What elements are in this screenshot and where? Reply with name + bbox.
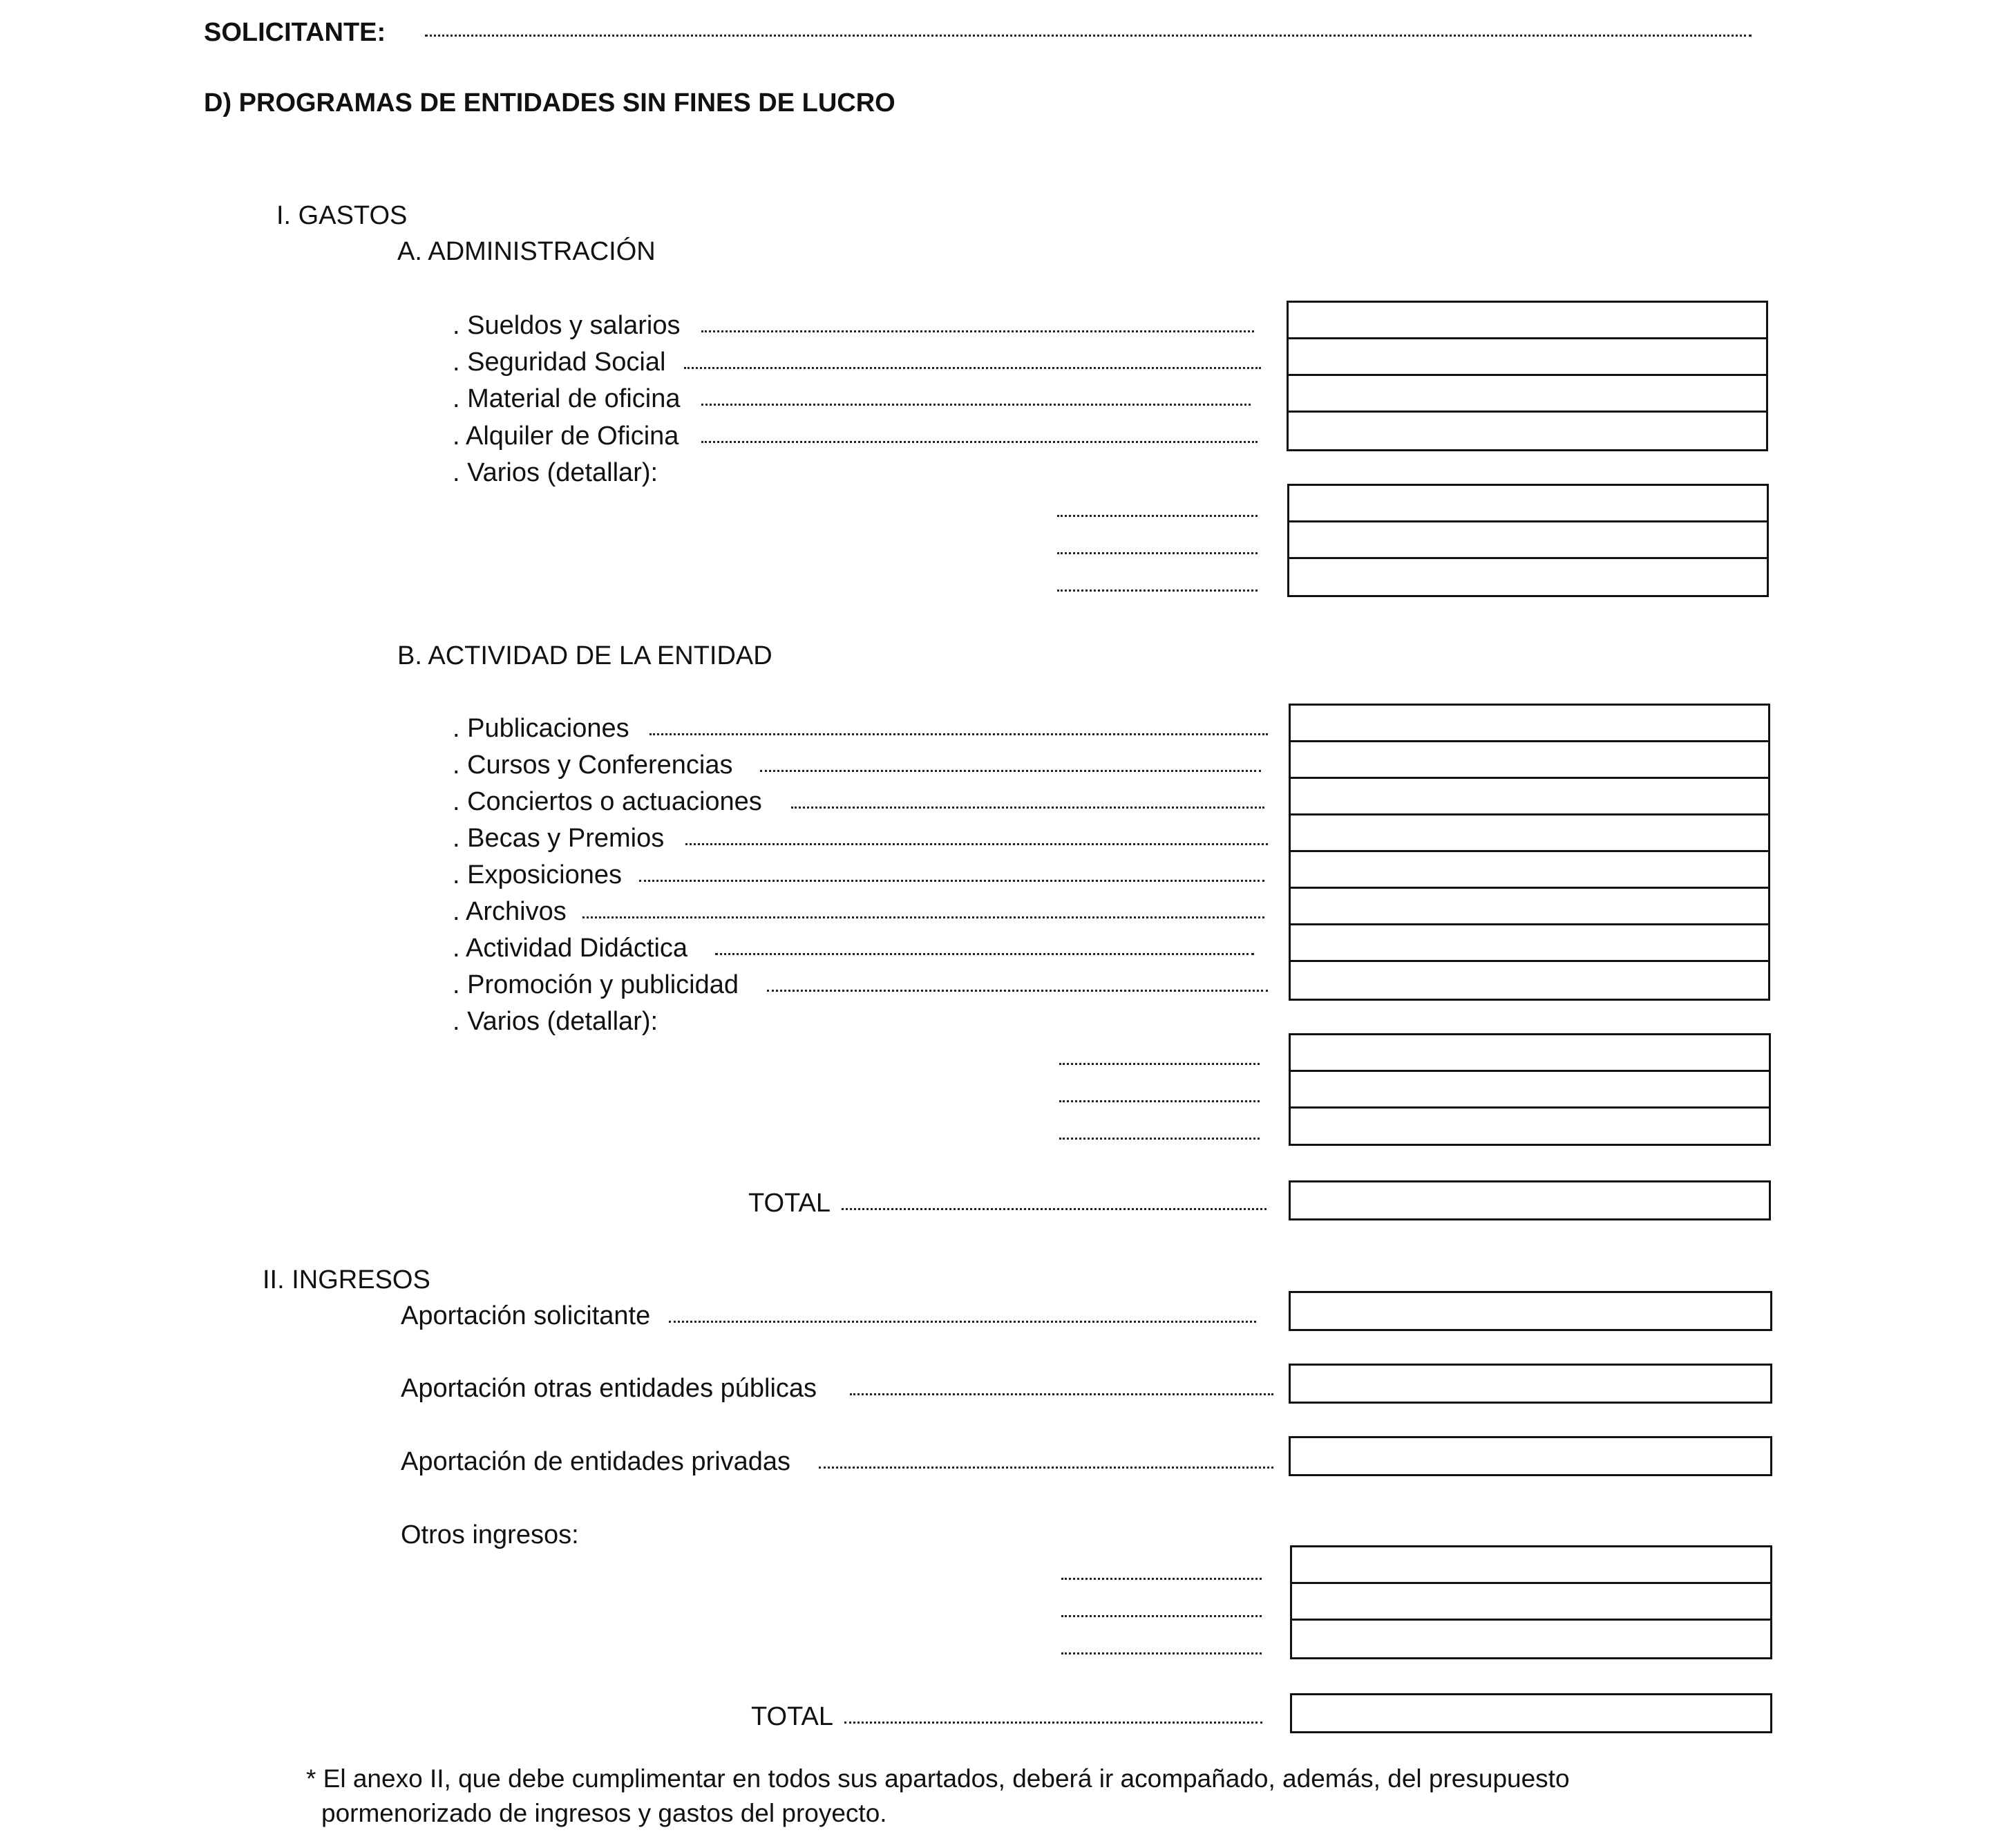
varios-detail-field[interactable]: [1059, 1100, 1260, 1102]
solicitante-label: SOLICITANTE:: [204, 18, 386, 47]
varios-detail-field[interactable]: [1059, 1138, 1260, 1140]
ingreso-field[interactable]: [1289, 1436, 1772, 1476]
amount-field[interactable]: [1291, 925, 1768, 962]
admin-item-sueldos: . Sueldos y salarios: [453, 311, 681, 340]
gastos-total-field[interactable]: [1289, 1180, 1771, 1220]
actividad-item: . Actividad Didáctica: [453, 934, 688, 963]
varios-detail-field[interactable]: [1057, 552, 1258, 554]
varios-detail-field[interactable]: [1057, 515, 1258, 517]
amount-field[interactable]: [1291, 1109, 1769, 1144]
amount-field[interactable]: [1291, 1072, 1769, 1109]
actividad-item: . Conciertos o actuaciones: [453, 787, 762, 816]
leader-dots: [649, 733, 1268, 735]
actividad-amounts-box: [1289, 704, 1770, 1001]
otros-detail-field[interactable]: [1061, 1578, 1262, 1580]
leader-dots: [767, 990, 1268, 992]
otros-ingresos-label: Otros ingresos:: [401, 1520, 579, 1549]
amount-field[interactable]: [1291, 889, 1768, 925]
ingresos-total-label: TOTAL: [751, 1702, 833, 1731]
actividad-item: . Promoción y publicidad: [453, 970, 739, 999]
amount-field[interactable]: [1291, 1035, 1769, 1072]
leader-dots: [844, 1722, 1262, 1724]
ingresos-heading: II. INGRESOS: [263, 1265, 430, 1294]
actividad-item: . Becas y Premios: [453, 824, 665, 853]
ingreso-field[interactable]: [1289, 1364, 1772, 1404]
otros-detail-field[interactable]: [1061, 1615, 1262, 1617]
leader-dots: [701, 441, 1258, 443]
actividad-item: . Cursos y Conferencias: [453, 751, 733, 780]
admin-item-alquiler: . Alquiler de Oficina: [453, 422, 679, 451]
leader-dots: [842, 1208, 1267, 1210]
leader-dots: [850, 1393, 1273, 1395]
otros-detail-field[interactable]: [1061, 1652, 1262, 1654]
amount-field[interactable]: [1289, 376, 1766, 413]
amount-field[interactable]: [1291, 962, 1768, 999]
leader-dots: [582, 916, 1264, 918]
solicitante-field[interactable]: [425, 35, 1752, 37]
leader-dots: [715, 953, 1254, 955]
actividad-heading: B. ACTIVIDAD DE LA ENTIDAD: [397, 641, 772, 670]
leader-dots: [701, 330, 1254, 332]
admin-item-seguridad-social: . Seguridad Social: [453, 348, 666, 377]
ingreso-field[interactable]: [1289, 1291, 1772, 1331]
leader-dots: [684, 367, 1261, 369]
amount-field[interactable]: [1291, 779, 1768, 815]
leader-dots: [701, 404, 1251, 406]
amount-field[interactable]: [1289, 559, 1767, 595]
footnote-line-2: pormenorizado de ingresos y gastos del proyecto.: [321, 1799, 887, 1827]
gastos-total-label: TOTAL: [748, 1189, 831, 1218]
section-title: D) PROGRAMAS DE ENTIDADES SIN FINES DE LUCRO: [204, 88, 895, 117]
actividad-varios-label: . Varios (detallar):: [453, 1007, 658, 1036]
amount-field[interactable]: [1289, 339, 1766, 376]
administracion-heading: A. ADMINISTRACIÓN: [397, 237, 656, 266]
otros-ingresos-box: [1290, 1545, 1772, 1659]
actividad-item: . Archivos: [453, 897, 567, 926]
actividad-item: . Publicaciones: [453, 714, 629, 743]
admin-amounts-box: [1287, 301, 1768, 451]
amount-field[interactable]: [1292, 1584, 1770, 1621]
admin-item-material: . Material de oficina: [453, 384, 681, 413]
amount-field[interactable]: [1292, 1621, 1770, 1657]
varios-detail-field[interactable]: [1057, 590, 1258, 592]
actividad-item: . Exposiciones: [453, 860, 623, 889]
amount-field[interactable]: [1292, 1547, 1770, 1584]
ingreso-item-privadas: Aportación de entidades privadas: [401, 1447, 791, 1476]
actividad-varios-box: [1289, 1033, 1771, 1146]
ingreso-item-solicitante: Aportación solicitante: [401, 1301, 651, 1330]
admin-varios-box: [1287, 484, 1769, 597]
ingreso-item-publicas: Aportación otras entidades públicas: [401, 1374, 817, 1403]
footnote-line-1: * El anexo II, que debe cumplimentar en todos sus apartados, deberá ir acompañado, además, del presupuesto: [306, 1764, 1570, 1793]
admin-varios-label: . Varios (detallar):: [453, 458, 658, 487]
amount-field[interactable]: [1291, 852, 1768, 889]
leader-dots: [669, 1321, 1256, 1323]
amount-field[interactable]: [1289, 486, 1767, 522]
amount-field[interactable]: [1291, 815, 1768, 852]
leader-dots: [685, 843, 1268, 845]
amount-field[interactable]: [1289, 303, 1766, 339]
leader-dots: [639, 880, 1264, 882]
leader-dots: [819, 1467, 1273, 1469]
amount-field[interactable]: [1289, 413, 1766, 449]
varios-detail-field[interactable]: [1059, 1063, 1260, 1065]
ingresos-total-field[interactable]: [1290, 1693, 1772, 1733]
amount-field[interactable]: [1289, 522, 1767, 559]
amount-field[interactable]: [1291, 742, 1768, 779]
leader-dots: [791, 807, 1264, 809]
amount-field[interactable]: [1291, 706, 1768, 742]
gastos-heading: I. GASTOS: [276, 201, 408, 230]
leader-dots: [760, 770, 1261, 772]
